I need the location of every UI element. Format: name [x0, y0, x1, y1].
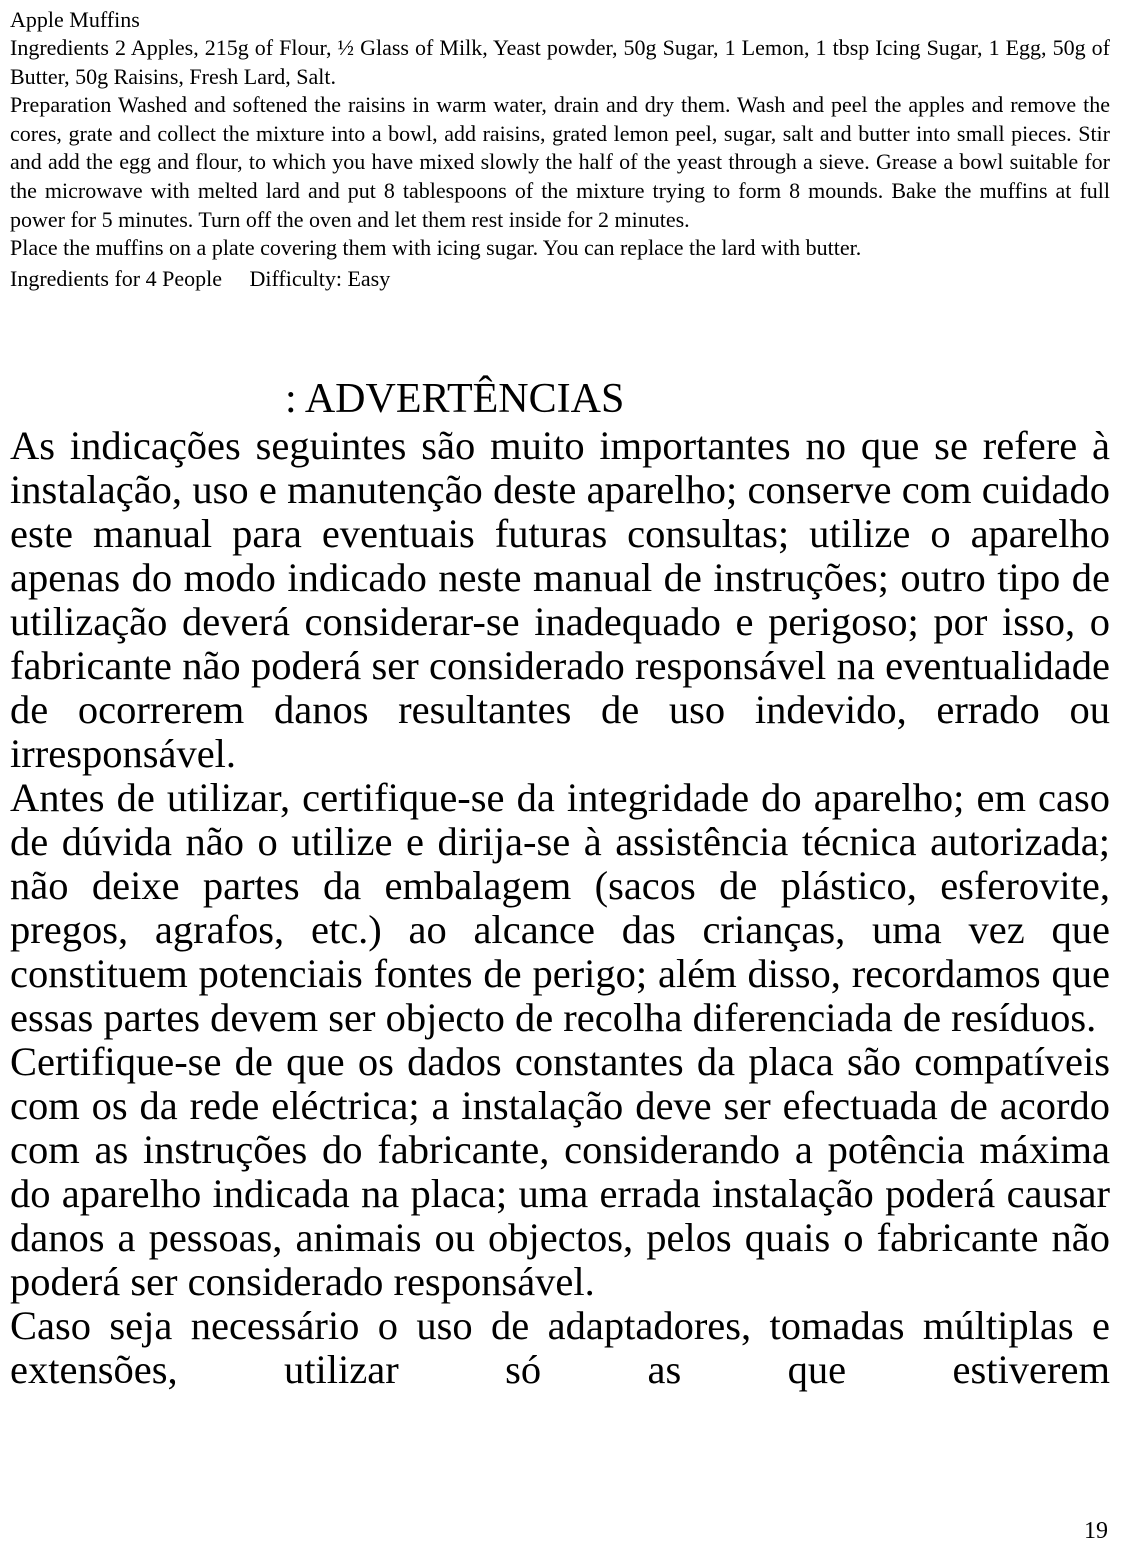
- recipe-section: [10, 6, 1110, 293]
- warning-paragraph: Antes de utilizar, certifique-se da integridade do aparelho; em caso de dúvida não o utilize e dirija-se à assistência técnica autorizada; não deixe partes da embalagem (sacos de plástico, esferovite, pregos, agrafos, etc.) ao alcance das crianças, uma vez que constituem potenciais fontes de perigo; além disso, recordamos que essas partes devem ser objecto de recolha diferenciada de resíduos.: [10, 775, 1110, 1040]
- recipe-serving-note: Place the muffins on a plate covering them with icing sugar. You can replace the lard with butter.: [10, 235, 862, 261]
- warnings-heading: : ADVERTÊNCIAS: [285, 376, 625, 422]
- recipe-title: Apple Muffins: [10, 7, 140, 32]
- warning-paragraph: Certifique-se de que os dados constantes da placa são compatíveis com os da rede eléctrica; a instalação deve ser efectuada de acordo com as instruções do fabricante, considerando a potência máxima do aparelho indicada na placa; uma errada instalação poderá causar danos a pessoas, animais ou objectos, pelos quais o fabricante não poderá ser considerado responsável.: [10, 1039, 1110, 1304]
- recipe-ingredients: Ingredients 2 Apples, 215g of Flour, ½ Glass of Milk, Yeast powder, 50g Sugar, 1 Lemon, 1 tbsp Icing Sugar, 1 Egg, 50g of Butter, 50g Raisins, Fresh Lard, Salt.: [10, 35, 1110, 89]
- warning-paragraph: Caso seja necessário o uso de adaptadores, tomadas múltiplas e extensões, utilizar só as que estiverem: [10, 1303, 1110, 1392]
- warnings-section: [10, 374, 1110, 1392]
- recipe-preparation: Preparation Washed and softened the raisins in warm water, drain and dry them. Wash and peel the apples and remove the cores, grate and collect the mixture into a bowl, add raisins, grated lemon peel, sugar, salt and butter into small pieces. Stir and add the egg and flour, to which you have mixed slowly the half of the yeast through a sieve. Grease a bowl suitable for the microwave with melted lard and put 8 tablespoons of the mixture trying to form 8 mounds. Bake the muffins at full power for 5 minutes. Turn off the oven and let them rest inside for 2 minutes.: [10, 92, 1110, 232]
- recipe-meta: Ingredients for 4 People Difficulty: Easy: [10, 265, 391, 291]
- page-number: 19: [1084, 1518, 1108, 1544]
- warning-paragraph: As indicações seguintes são muito importantes no que se refere à instalação, uso e manutenção deste aparelho; conserve com cuidado este manual para eventuais futuras consultas; utilize o aparelho apenas do modo indicado neste manual de instruções; outro tipo de utilização deverá considerar-se inadequado e perigoso; por isso, o fabricante não poderá ser considerado responsável na eventualidade de ocorrerem danos resultantes de uso indevido, errado ou irresponsável.: [10, 423, 1110, 776]
